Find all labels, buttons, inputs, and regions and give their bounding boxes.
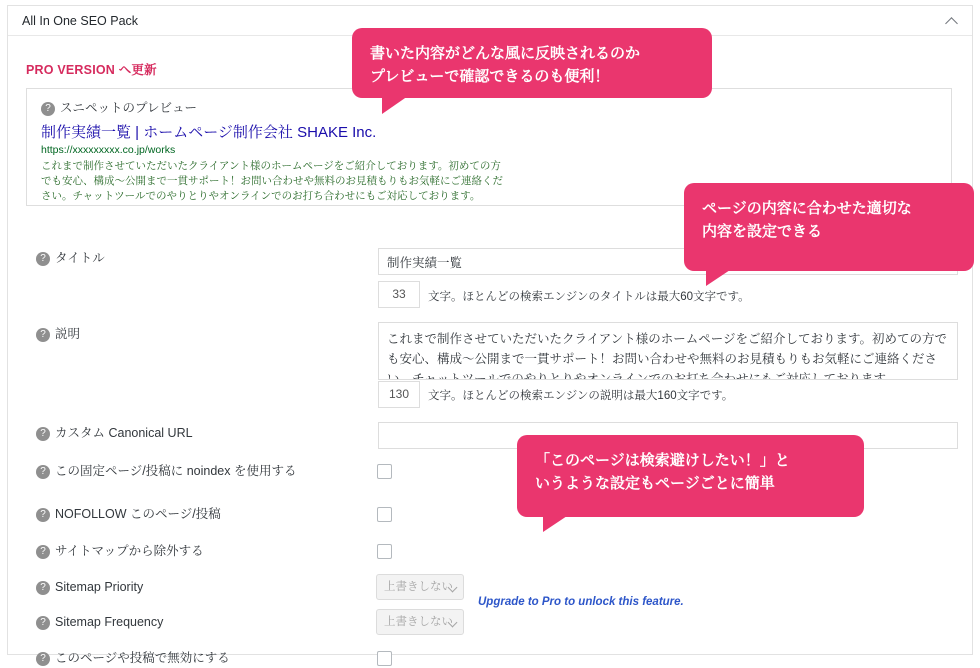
snippet-description: これまで制作させていただいたクライアント様のホームページをご紹介しております。初めての方でも安心、構成〜公開まで一貫サポート！お問い合わせや無料のお見積もりもお気軽にご連絡ください。チャットツールでのやりとりやオンラインでのお打ち合わせにもご対応しております。: [41, 160, 503, 203]
sitemap-priority-label: [36, 579, 143, 597]
callout-preview: [352, 28, 712, 98]
snippet-url: https://xxxxxxxxx.co.jp/works: [41, 144, 176, 156]
sitemap-frequency-value: 上書きしない: [384, 616, 453, 628]
callout-noindex-settings-line2: いうような設定もページごとに簡単: [535, 475, 775, 493]
callout-noindex-settings-line1: 「このページは検索避けしたい！」と: [535, 452, 790, 469]
title-count-note: 文字。ほとんどの検索エンジンのタイトルは最大60文字です。: [428, 291, 750, 303]
question-mark-icon[interactable]: ?: [41, 102, 55, 116]
sitemap-frequency-label-text: Sitemap Frequency: [55, 615, 164, 629]
callout-preview-line2: プレビューで確認できるのも便利！: [370, 68, 610, 86]
nofollow-label: [36, 506, 221, 524]
description-textarea[interactable]: [378, 322, 958, 380]
upgrade-to-pro-note[interactable]: Upgrade to Pro to unlock this feature.: [478, 596, 684, 608]
description-field-label-text: 説明: [55, 327, 81, 341]
pro-version-link[interactable]: PRO VERSION へ更新: [26, 63, 157, 77]
callout-tail: [706, 270, 730, 286]
sitemap-priority-select[interactable]: [376, 574, 464, 600]
callout-content-settings-line1: ページの内容に合わせた適切な: [702, 200, 912, 217]
title-field-label-text: タイトル: [55, 251, 105, 265]
callout-content-settings-line2: 内容を設定できる: [702, 223, 823, 241]
question-mark-icon[interactable]: ?: [36, 427, 50, 441]
sitemap-priority-value: 上書きしない: [384, 581, 453, 593]
nofollow-checkbox[interactable]: [377, 507, 392, 522]
question-mark-icon[interactable]: ?: [36, 616, 50, 630]
description-field-label: [36, 326, 80, 344]
canonical-url-label-text: カスタム Canonical URL: [55, 426, 193, 440]
canonical-url-label: [36, 425, 193, 443]
exclude-sitemap-checkbox[interactable]: [377, 544, 392, 559]
question-mark-icon[interactable]: ?: [36, 652, 50, 666]
sitemap-priority-label-text: Sitemap Priority: [55, 580, 144, 594]
title-character-count: 33: [378, 281, 420, 308]
page-title: All In One SEO Pack: [22, 13, 139, 28]
snippet-preview-label: [41, 98, 197, 116]
title-field-label: [36, 250, 105, 268]
disable-on-page-checkbox[interactable]: [377, 651, 392, 666]
callout-content-settings: [684, 183, 974, 271]
callout-tail: [382, 96, 408, 114]
question-mark-icon[interactable]: ?: [36, 508, 50, 522]
sitemap-frequency-select[interactable]: [376, 609, 464, 635]
snippet-preview-label-text: スニペットのプレビュー: [60, 101, 198, 115]
disable-on-page-label-text: このページや投稿で無効にする: [55, 651, 230, 665]
exclude-sitemap-label: [36, 543, 204, 561]
snippet-title[interactable]: 制作実績一覧 | ホームページ制作会社 SHAKE Inc.: [41, 124, 377, 141]
chevron-up-icon[interactable]: [946, 15, 958, 27]
callout-tail: [543, 516, 567, 532]
question-mark-icon[interactable]: ?: [36, 252, 50, 266]
question-mark-icon[interactable]: ?: [36, 328, 50, 342]
question-mark-icon[interactable]: ?: [36, 581, 50, 595]
sitemap-frequency-label: [36, 614, 163, 632]
noindex-checkbox[interactable]: [377, 464, 392, 479]
description-count-note: 文字。ほとんどの検索エンジンの説明は最大160文字です。: [428, 390, 734, 402]
nofollow-label-text: NOFOLLOW このページ/投稿: [55, 507, 221, 521]
seo-panel: [7, 5, 973, 665]
callout-noindex-settings: [517, 435, 864, 517]
exclude-sitemap-label-text: サイトマップから除外する: [55, 544, 204, 558]
callout-preview-line1: 書いた内容がどんな風に反映されるのか: [370, 45, 641, 62]
noindex-label: [36, 463, 336, 481]
noindex-label-text: この固定ページ/投稿に noindex を使用する: [55, 464, 297, 478]
question-mark-icon[interactable]: ?: [36, 465, 50, 479]
disable-on-page-label: [36, 650, 230, 668]
question-mark-icon[interactable]: ?: [36, 545, 50, 559]
description-character-count: 130: [378, 381, 420, 408]
